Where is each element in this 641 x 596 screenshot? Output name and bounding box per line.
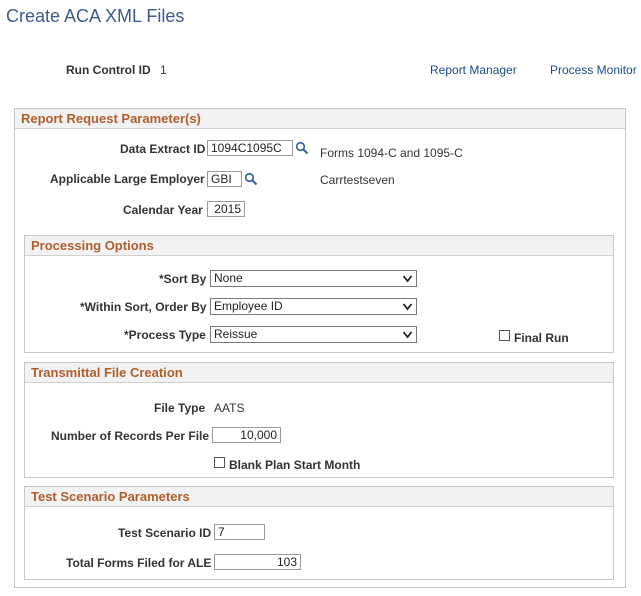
data-extract-label: Data Extract ID bbox=[120, 142, 206, 156]
report-manager-link[interactable]: Report Manager bbox=[430, 63, 517, 77]
process-monitor-link[interactable]: Process Monitor bbox=[550, 63, 637, 77]
data-extract-desc: Forms 1094-C and 1095-C bbox=[320, 146, 463, 160]
sort-by-select[interactable] bbox=[210, 270, 417, 287]
page-title: Create ACA XML Files bbox=[6, 6, 185, 26]
run-control-label: Run Control ID bbox=[66, 63, 151, 77]
transmittal-title: Transmittal File Creation bbox=[31, 365, 183, 380]
test-scenario-header bbox=[25, 487, 613, 507]
magnifier-icon[interactable] bbox=[295, 141, 309, 155]
order-by-label: *Within Sort, Order By bbox=[80, 300, 207, 314]
report-request-title: Report Request Parameter(s) bbox=[21, 111, 201, 126]
blank-plan-checkbox[interactable] bbox=[214, 457, 225, 468]
employer-input[interactable]: GBI bbox=[207, 171, 242, 187]
blank-plan-label: Blank Plan Start Month bbox=[229, 458, 361, 472]
sort-by-label: *Sort By bbox=[159, 272, 207, 286]
total-forms-input[interactable]: 103 bbox=[214, 554, 301, 570]
order-by-value: Employee ID bbox=[214, 299, 283, 313]
data-extract-input[interactable]: 1094C1095C bbox=[207, 140, 293, 156]
test-scenario-input[interactable]: 7 bbox=[214, 524, 265, 540]
process-type-label: *Process Type bbox=[124, 328, 206, 342]
file-type-value: AATS bbox=[214, 401, 245, 415]
final-run-label: Final Run bbox=[514, 331, 569, 345]
total-forms-label: Total Forms Filed for ALE bbox=[66, 556, 212, 570]
magnifier-icon[interactable] bbox=[244, 172, 258, 186]
records-per-file-label: Number of Records Per File bbox=[51, 429, 210, 443]
process-type-value: Reissue bbox=[214, 327, 258, 341]
test-scenario-label: Test Scenario ID bbox=[118, 526, 212, 540]
chevron-down-icon bbox=[402, 300, 413, 313]
records-per-file-input[interactable]: 10,000 bbox=[212, 427, 281, 443]
chevron-down-icon bbox=[402, 272, 413, 285]
run-control-value: 1 bbox=[160, 63, 167, 77]
process-type-select[interactable] bbox=[210, 326, 417, 343]
transmittal-header bbox=[25, 363, 613, 383]
report-request-header bbox=[15, 109, 625, 129]
employer-label: Applicable Large Employer bbox=[50, 172, 205, 186]
sort-by-value: None bbox=[214, 271, 243, 285]
test-scenario-title: Test Scenario Parameters bbox=[31, 489, 190, 504]
chevron-down-icon bbox=[402, 328, 413, 341]
processing-options-header bbox=[25, 236, 613, 256]
calendar-year-label: Calendar Year bbox=[123, 203, 203, 217]
employer-desc: Carrtestseven bbox=[320, 173, 395, 187]
processing-options-title: Processing Options bbox=[31, 238, 154, 253]
order-by-select[interactable] bbox=[210, 298, 417, 315]
calendar-year-input[interactable]: 2015 bbox=[207, 201, 245, 217]
final-run-checkbox[interactable] bbox=[499, 330, 510, 341]
file-type-label: File Type bbox=[154, 401, 206, 415]
